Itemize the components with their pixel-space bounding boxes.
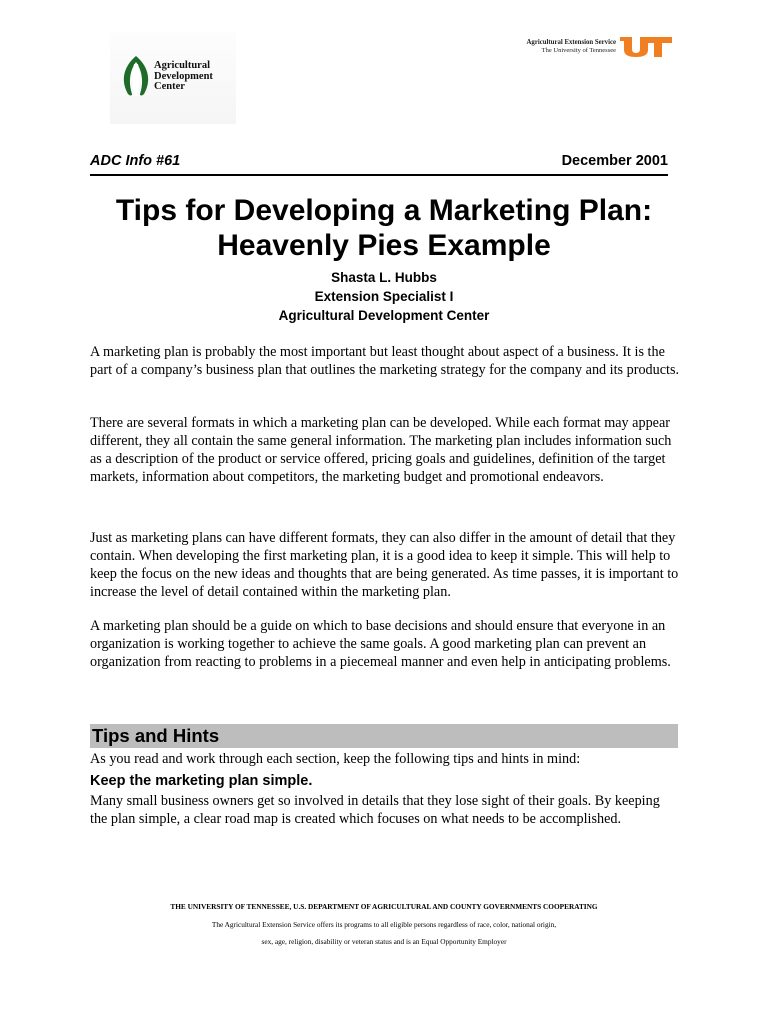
- subheading: Keep the marketing plan simple.: [90, 773, 313, 789]
- paragraph-1: A marketing plan is probably the most important but least thought about aspect of a business. It is the part of a company’s business plan that outlines the marketing strategy for the company and its products.: [90, 344, 680, 378]
- paragraph-2: There are several formats in which a marketing plan can be developed. While each format may appear different, they all contain the same general information. The marketing plan includes information such as a description of the product or service offered, pricing goals and guidelines, definition of the target markets, information about competitors, the marketing budget and promotional endeavors.: [90, 415, 672, 485]
- section-body: Many small business owners get so involved in details that they lose sight of their goals. By keeping the plan simple, a clear road map is created which focuses on what needs to be accomplished.: [90, 793, 660, 827]
- author-block: [0, 268, 768, 325]
- title-line-2: Heavenly Pies Example: [217, 229, 551, 262]
- author-org: Agricultural Development Center: [278, 308, 490, 323]
- section-heading-bar: [90, 724, 678, 748]
- logo-line-2: Development: [154, 70, 213, 82]
- author-role: Extension Specialist I: [314, 289, 454, 304]
- leaf-icon: [118, 54, 154, 98]
- ut-line-2: The University of Tennessee: [541, 46, 616, 54]
- adc-logo: [110, 32, 236, 124]
- publication-date: December 2001: [561, 153, 668, 169]
- info-bar: [90, 152, 668, 176]
- footer-line-3: sex, age, religion, disability or veteran status and is an Equal Opportunity Employer: [261, 937, 507, 946]
- logo-line-1: Agricultural: [154, 60, 210, 71]
- ut-line-1: Agricultural Extension Service: [526, 39, 616, 46]
- adc-logo-text: [154, 61, 213, 93]
- ut-logo: [492, 37, 672, 61]
- author-name: Shasta L. Hubbs: [331, 270, 437, 285]
- publication-number: ADC Info #61: [90, 153, 181, 169]
- footer-line-2: The Agricultural Extension Service offers its programs to all eligible persons regardless of race, color, national origin,: [211, 920, 557, 929]
- footer-line-1: THE UNIVERSITY OF TENNESSEE, U.S. DEPARTMENT OF AGRICULTURAL AND COUNTY GOVERNMENTS COOPERATING: [170, 902, 598, 911]
- paragraph-4: A marketing plan should be a guide on which to base decisions and should ensure that everyone in an organization is working together to achieve the same goals. A good marketing plan can prevent an organization from reacting to problems in a piecemeal manner and even help in anticipating problems.: [90, 618, 671, 670]
- ut-logo-text: [527, 39, 616, 54]
- ut-mark-icon: [618, 37, 672, 57]
- paragraph-3: Just as marketing plans can have different formats, they can also differ in the amount of detail that they contain. When developing the first marketing plan, it is a good idea to keep it simple. This will help to keep the focus on the new ideas and thoughts that are being generated. As time passes, it is important to increase the level of detail contained within the marketing plan.: [90, 530, 679, 600]
- title-line-1: Tips for Developing a Marketing Plan:: [115, 194, 653, 227]
- section-title: Tips and Hints: [92, 725, 220, 746]
- section-intro: As you read and work through each section, keep the following tips and hints in mind:: [90, 751, 581, 767]
- page-title: [0, 193, 768, 263]
- logo-line-3: Center: [154, 81, 185, 92]
